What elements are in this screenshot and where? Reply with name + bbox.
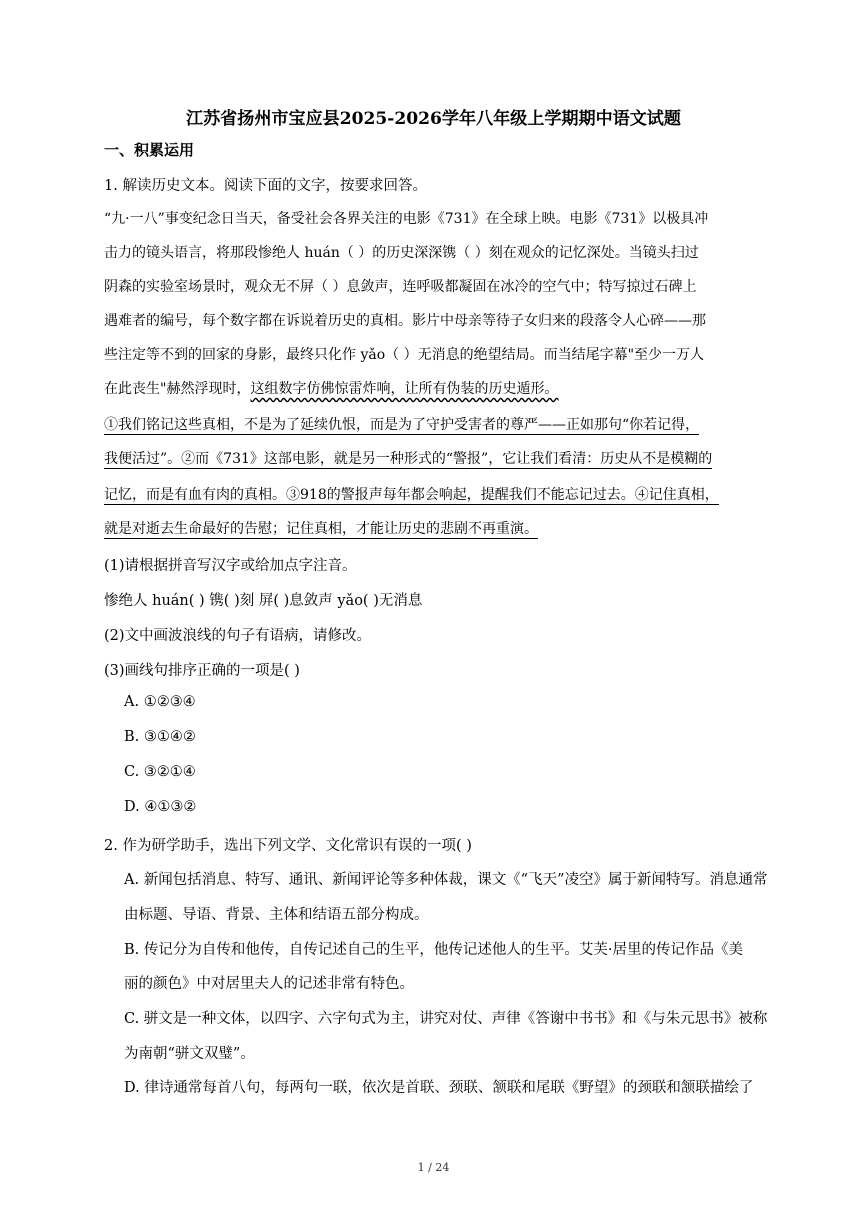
sub-question-1: (1)请根据拼音写汉字或给加点字注音。 — [104, 558, 357, 574]
question-2-stem: 2. 作为研学助手，选出下列文学、文化常识有误的一项( ) — [104, 838, 472, 854]
option-a: A. ①②③④ — [124, 694, 196, 710]
q2-option-a-cont: 由标题、导语、背景、主体和结语五部分构成。 — [124, 907, 429, 923]
option-b: B. ③①④② — [124, 729, 196, 745]
q2-option-c-cont: 为南朝“骈文双璧”。 — [124, 1046, 255, 1062]
passage-line — [104, 378, 558, 398]
passage-line: 阴森的实验室场景时，观众无不屏（ ）息敛声，连呼吸都凝固在冰冷的空气中；特写掠过石碑上 — [104, 279, 697, 295]
underlined-line — [104, 414, 699, 434]
passage-text: 在此丧生"赫然浮现时， — [104, 381, 251, 397]
q2-option-a: A. 新闻包括消息、特写、通讯、新闻评论等多种体裁，课文《“飞天”凌空》属于新闻特写。消息通常 — [124, 872, 768, 888]
q2-option-b-cont: 丽的颜色》中对居里夫人的记述非常有特色。 — [124, 976, 414, 992]
passage-line: 遇难者的编号，每个数字都在诉说着历史的真相。影片中母亲等待子女归来的段落令人心碎——那 — [104, 313, 706, 329]
passage-line: 些注定等不到的回家的身影，最终只化作 yǎo（ ）无消息的绝望结局。而当结尾字幕"至少一万人 — [104, 347, 705, 363]
q2-option-b: B. 传记分为自传和他传，自传记述自己的生平，他传记述他人的生平。艾芙·居里的传记作品《美 — [124, 942, 743, 958]
passage-line: “九·一八”事变纪念日当天，备受社会各界关注的电影《731》在全球上映。电影《731》以极具冲 — [104, 211, 709, 227]
section-heading: 一、积累运用 — [104, 141, 195, 159]
sub-question-2: (2)文中画波浪线的句子有语病，请修改。 — [104, 628, 372, 644]
passage-line: 击力的镜头语言，将那段惨绝人 huán（ ）的历史深深镌（ ）刻在观众的记忆深处。当镜头扫过 — [104, 245, 699, 261]
underlined-sentence: 我便活过”。②而《731》这部电影，就是另一种形式的“警报”，它让我们看清：历史从不是模糊的 — [104, 451, 713, 467]
page-number: 1 / 24 — [417, 1161, 450, 1174]
underlined-sentence: 就是对逝去生命最好的告慰；记住真相，才能让历史的悲剧不再重演。 — [104, 521, 538, 537]
q2-option-d: D. 律诗通常每首八句，每两句一联，依次是首联、颈联、颔联和尾联《野望》的颈联和颔联描绘了 — [124, 1080, 754, 1096]
underlined-line — [104, 448, 712, 468]
question-1-stem: 1. 解读历史文本。阅读下面的文字，按要求回答。 — [104, 178, 427, 194]
option-d: D. ④①③② — [124, 799, 197, 815]
q2-option-c: C. 骈文是一种文体，以四字、六字句式为主，讲究对仗、声律《答谢中书书》和《与朱元思书》被称 — [124, 1011, 768, 1027]
underlined-line — [104, 518, 538, 538]
underlined-sentence: 记忆，而是有血有肉的真相。③918的警报声每年都会响起，提醒我们不能忘记过去。④记住真相， — [104, 487, 719, 503]
underlined-sentence: ①我们铭记这些真相，不是为了延续仇恨，而是为了守护受害者的尊严——正如那句“你若记得， — [104, 417, 700, 433]
underlined-line — [104, 484, 719, 504]
option-c: C. ③②①④ — [124, 764, 196, 780]
wavy-underlined-sentence: 这组数字仿佛惊雷炸响，让所有伪装的历史遁形。 — [250, 381, 559, 397]
pinyin-blanks: 惨绝人 huán( ) 镌( )刻 屏( )息敛声 yǎo( )无消息 — [104, 593, 423, 609]
document-title: 江苏省扬州市宝应县2025-2026学年八年级上学期期中语文试题 — [186, 109, 681, 129]
sub-question-3: (3)画线句排序正确的一项是( ) — [104, 663, 300, 679]
